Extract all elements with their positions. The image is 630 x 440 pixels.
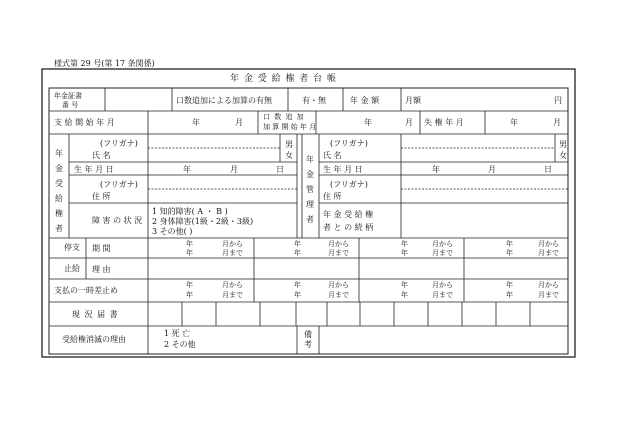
guardian-gender-f[interactable]: 女 xyxy=(559,151,567,160)
temp-stop-label: 支払の一時差止め xyxy=(54,286,118,295)
addition-start-label-2: 加 算 開 始 年 月 xyxy=(263,123,317,131)
susp4-from: 月から xyxy=(538,240,559,248)
susp2-from: 月から xyxy=(328,240,349,248)
recipient-furigana: (フリガナ) xyxy=(100,139,138,148)
guardian-relation-label-2: 者 と の 続 柄 xyxy=(323,223,374,232)
status-report-label: 現 況 届 書 xyxy=(72,310,119,319)
guardian-address-furigana: (フリガナ) xyxy=(330,180,368,189)
stop1-to-year: 年 xyxy=(186,291,193,299)
form-title: 年 金 受 給 権 者 台 帳 xyxy=(230,74,338,84)
addition-start-label-1: 口 数 追 加 xyxy=(263,113,305,121)
extinction-item-1[interactable]: 1 死 亡 xyxy=(164,329,191,338)
monthly-amount-label: 月額 xyxy=(405,96,421,105)
recipient-name-label: 氏 名 xyxy=(92,151,111,160)
recipient-address-furigana: (フリガナ) xyxy=(100,180,138,189)
stop1-to: 月まで xyxy=(222,291,243,299)
stop1-from: 月から xyxy=(222,281,243,289)
cert-no-label-1: 年金証書 xyxy=(54,92,82,100)
suspension-side-1: 停支 xyxy=(64,243,80,252)
suspension-side-2: 止給 xyxy=(64,264,80,273)
susp2-to-year: 年 xyxy=(294,249,301,257)
recipient-address-label: 住 所 xyxy=(92,192,111,201)
form-number-label: 様式第 29 号(第 17 条関係) xyxy=(54,59,155,68)
recipient-birth-label: 生 年 月 日 xyxy=(74,165,114,174)
recipient-birth-day: 日 xyxy=(276,165,284,174)
stop1-from-year: 年 xyxy=(186,281,193,289)
stop3-from-year: 年 xyxy=(401,281,408,289)
susp1-to: 月まで xyxy=(222,249,243,257)
loss-date-month: 月 xyxy=(553,118,561,127)
addition-start-year: 年 xyxy=(364,118,372,127)
recipient-gender-f[interactable]: 女 xyxy=(285,151,293,160)
susp2-to: 月まで xyxy=(328,249,349,257)
recipient-birth-year: 年 xyxy=(183,165,191,174)
susp4-to-year: 年 xyxy=(506,249,513,257)
stop4-from: 月から xyxy=(538,281,559,289)
susp4-to: 月まで xyxy=(538,249,559,257)
stop2-from-year: 年 xyxy=(294,281,301,289)
payment-start-year: 年 xyxy=(192,118,200,127)
recipient-birth-month: 月 xyxy=(230,165,238,174)
addition-start-month: 月 xyxy=(405,118,413,127)
guardian-birth-month: 月 xyxy=(488,165,496,174)
payment-start-month: 月 xyxy=(235,118,243,127)
guardian-side-label: 年金管理者 xyxy=(306,155,314,224)
susp1-from-year: 年 xyxy=(186,240,193,248)
recipient-side-label: 年金受給権者 xyxy=(55,149,63,233)
guardian-birth-label: 生 年 月 日 xyxy=(323,165,363,174)
disability-item-3[interactable]: 3 その他( ) xyxy=(152,227,193,236)
remarks-label: 備考 xyxy=(304,330,312,349)
disability-item-1[interactable]: 1 知的障害( A ・ B ) xyxy=(152,207,228,216)
susp4-from-year: 年 xyxy=(506,240,513,248)
stop2-from: 月から xyxy=(328,281,349,289)
stop3-from: 月から xyxy=(432,281,453,289)
susp3-to: 月まで xyxy=(432,249,453,257)
stop4-from-year: 年 xyxy=(506,281,513,289)
disability-item-2[interactable]: 2 身体障害(1級・2級・3級) xyxy=(152,217,254,226)
recipient-gender-m[interactable]: 男 xyxy=(285,140,293,149)
suspension-reason-label: 理 由 xyxy=(92,265,111,274)
susp1-from: 月から xyxy=(222,240,243,248)
susp3-to-year: 年 xyxy=(401,249,408,257)
susp3-from: 月から xyxy=(432,240,453,248)
addition-question: 口数追加による加算の有無 xyxy=(176,96,272,105)
loss-date-year: 年 xyxy=(510,118,518,127)
disability-label: 障 害 の 状 況 xyxy=(92,216,143,225)
stop3-to: 月まで xyxy=(432,291,453,299)
suspension-period-label: 期 間 xyxy=(92,244,111,253)
susp3-from-year: 年 xyxy=(401,240,408,248)
guardian-gender-m[interactable]: 男 xyxy=(559,140,567,149)
guardian-furigana: (フリガナ) xyxy=(330,139,368,148)
extinction-label: 受給権消滅の理由 xyxy=(62,335,126,344)
guardian-birth-year: 年 xyxy=(432,165,440,174)
guardian-address-label: 住 所 xyxy=(323,192,342,201)
loss-date-label: 失 権 年 月 xyxy=(424,118,464,127)
guardian-relation-label-1: 年 金 受 給 権 xyxy=(323,210,374,219)
yen-unit: 円 xyxy=(554,96,562,105)
yes-no-choice[interactable]: 有・無 xyxy=(302,96,326,105)
extinction-item-2[interactable]: 2 その他 xyxy=(164,340,196,349)
susp2-from-year: 年 xyxy=(294,240,301,248)
stop4-to-year: 年 xyxy=(506,291,513,299)
payment-start-label: 支 給 開 始 年 月 xyxy=(54,118,115,127)
susp1-to-year: 年 xyxy=(186,249,193,257)
stop3-to-year: 年 xyxy=(401,291,408,299)
guardian-name-label: 氏 名 xyxy=(323,151,342,160)
stop2-to-year: 年 xyxy=(294,291,301,299)
stop4-to: 月まで xyxy=(538,291,559,299)
guardian-birth-day: 日 xyxy=(544,165,552,174)
pension-amount-label: 年 金 額 xyxy=(350,96,380,105)
cert-no-label-2: 番 号 xyxy=(62,101,79,109)
stop2-to: 月まで xyxy=(328,291,349,299)
